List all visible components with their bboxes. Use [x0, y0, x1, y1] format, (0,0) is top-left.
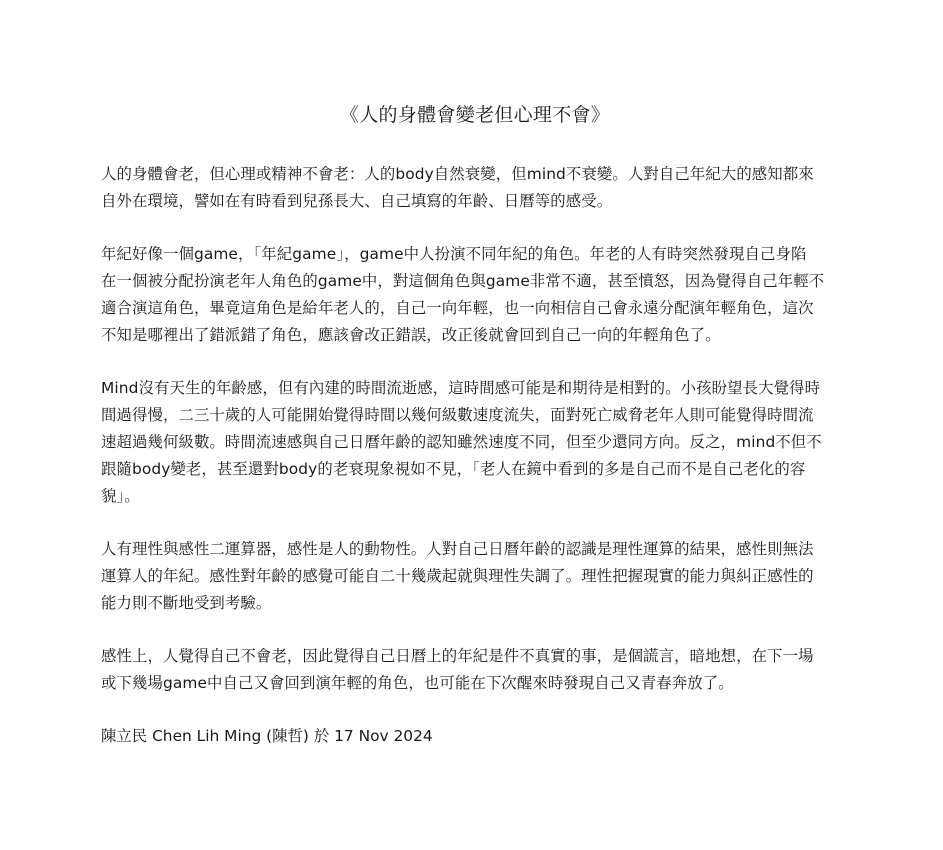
- article-paragraph: [101, 643, 849, 697]
- article-title: 《人的身體會變老但心理不會》: [339, 104, 611, 126]
- paragraph-line: 適合演這角色，畢竟這角色是給年老人的，自己一向年輕，也一向相信自己會永遠分配演年輕角色，這次: [101, 299, 814, 317]
- article-paragraph: [101, 375, 849, 510]
- paragraph-line: 跟隨body變老，甚至還對body的老衰現象視如不見，「老人在鏡中看到的多是自己而不是自己老化的容: [101, 460, 806, 478]
- paragraph-line: 速超過幾何級數。時間流速感與自己日曆年齡的認知雖然速度不同，但至少還同方向。反之，mind不但不: [101, 433, 822, 451]
- paragraph-line: 人有理性與感性二運算器，感性是人的動物性。人對自己日曆年齡的認識是理性運算的結果，感性則無法: [101, 540, 814, 558]
- paragraph-line: Mind沒有天生的年齡感，但有內建的時間流逝感，這時間感可能是和期待是相對的。小孩盼望長大覺得時: [101, 379, 821, 397]
- article-paragraph: [101, 241, 849, 349]
- paragraph-line: 在一個被分配扮演老年人角色的game中，對這個角色與game非常不適，甚至憤怒，因為覺得自己年輕不: [101, 272, 825, 290]
- paragraph-line: 不知是哪裡出了錯派錯了角色，應該會改正錯誤，改正後就會回到自己一向的年輕角色了。: [101, 326, 721, 344]
- paragraph-line: 人的身體會老，但心理或精神不會老：人的body自然衰變，但mind不衰變。人對自己年紀大的感知都來: [101, 165, 814, 183]
- article-paragraph: [101, 161, 849, 215]
- paragraph-line: 間過得慢，二三十歲的人可能開始覺得時間以幾何級數速度流失，面對死亡威脅老年人則可能覺得時間流: [101, 406, 814, 424]
- paragraph-line: 或下幾場game中自己又會回到演年輕的角色，也可能在下次醒來時發現自己又青春奔放了。: [101, 674, 734, 692]
- article-signature: 陳立民 Chen Lih Ming (陳哲) 於 17 Nov 2024: [101, 727, 433, 745]
- paragraph-line: 運算人的年紀。感性對年齡的感覺可能自二十幾歲起就與理性失調了。理性把握現實的能力與糾正感性的: [101, 567, 814, 585]
- paragraph-line: 感性上，人覺得自己不會老，因此覺得自己日曆上的年紀是件不真實的事，是個謊言，暗地想，在下一場: [101, 647, 814, 665]
- article-paragraph: [101, 536, 849, 617]
- article-body: [101, 161, 849, 697]
- paragraph-line: 貌」。: [101, 487, 140, 505]
- paragraph-line: 自外在環境，譬如在有時看到兒孫長大、自己填寫的年齡、日曆等的感受。: [101, 192, 613, 210]
- article: [101, 98, 849, 750]
- paragraph-line: 能力則不斷地受到考驗。: [101, 594, 272, 612]
- paragraph-line: 年紀好像一個game，「年紀game」，game中人扮演不同年紀的角色。年老的人有時突然發現自己身陷: [101, 245, 807, 263]
